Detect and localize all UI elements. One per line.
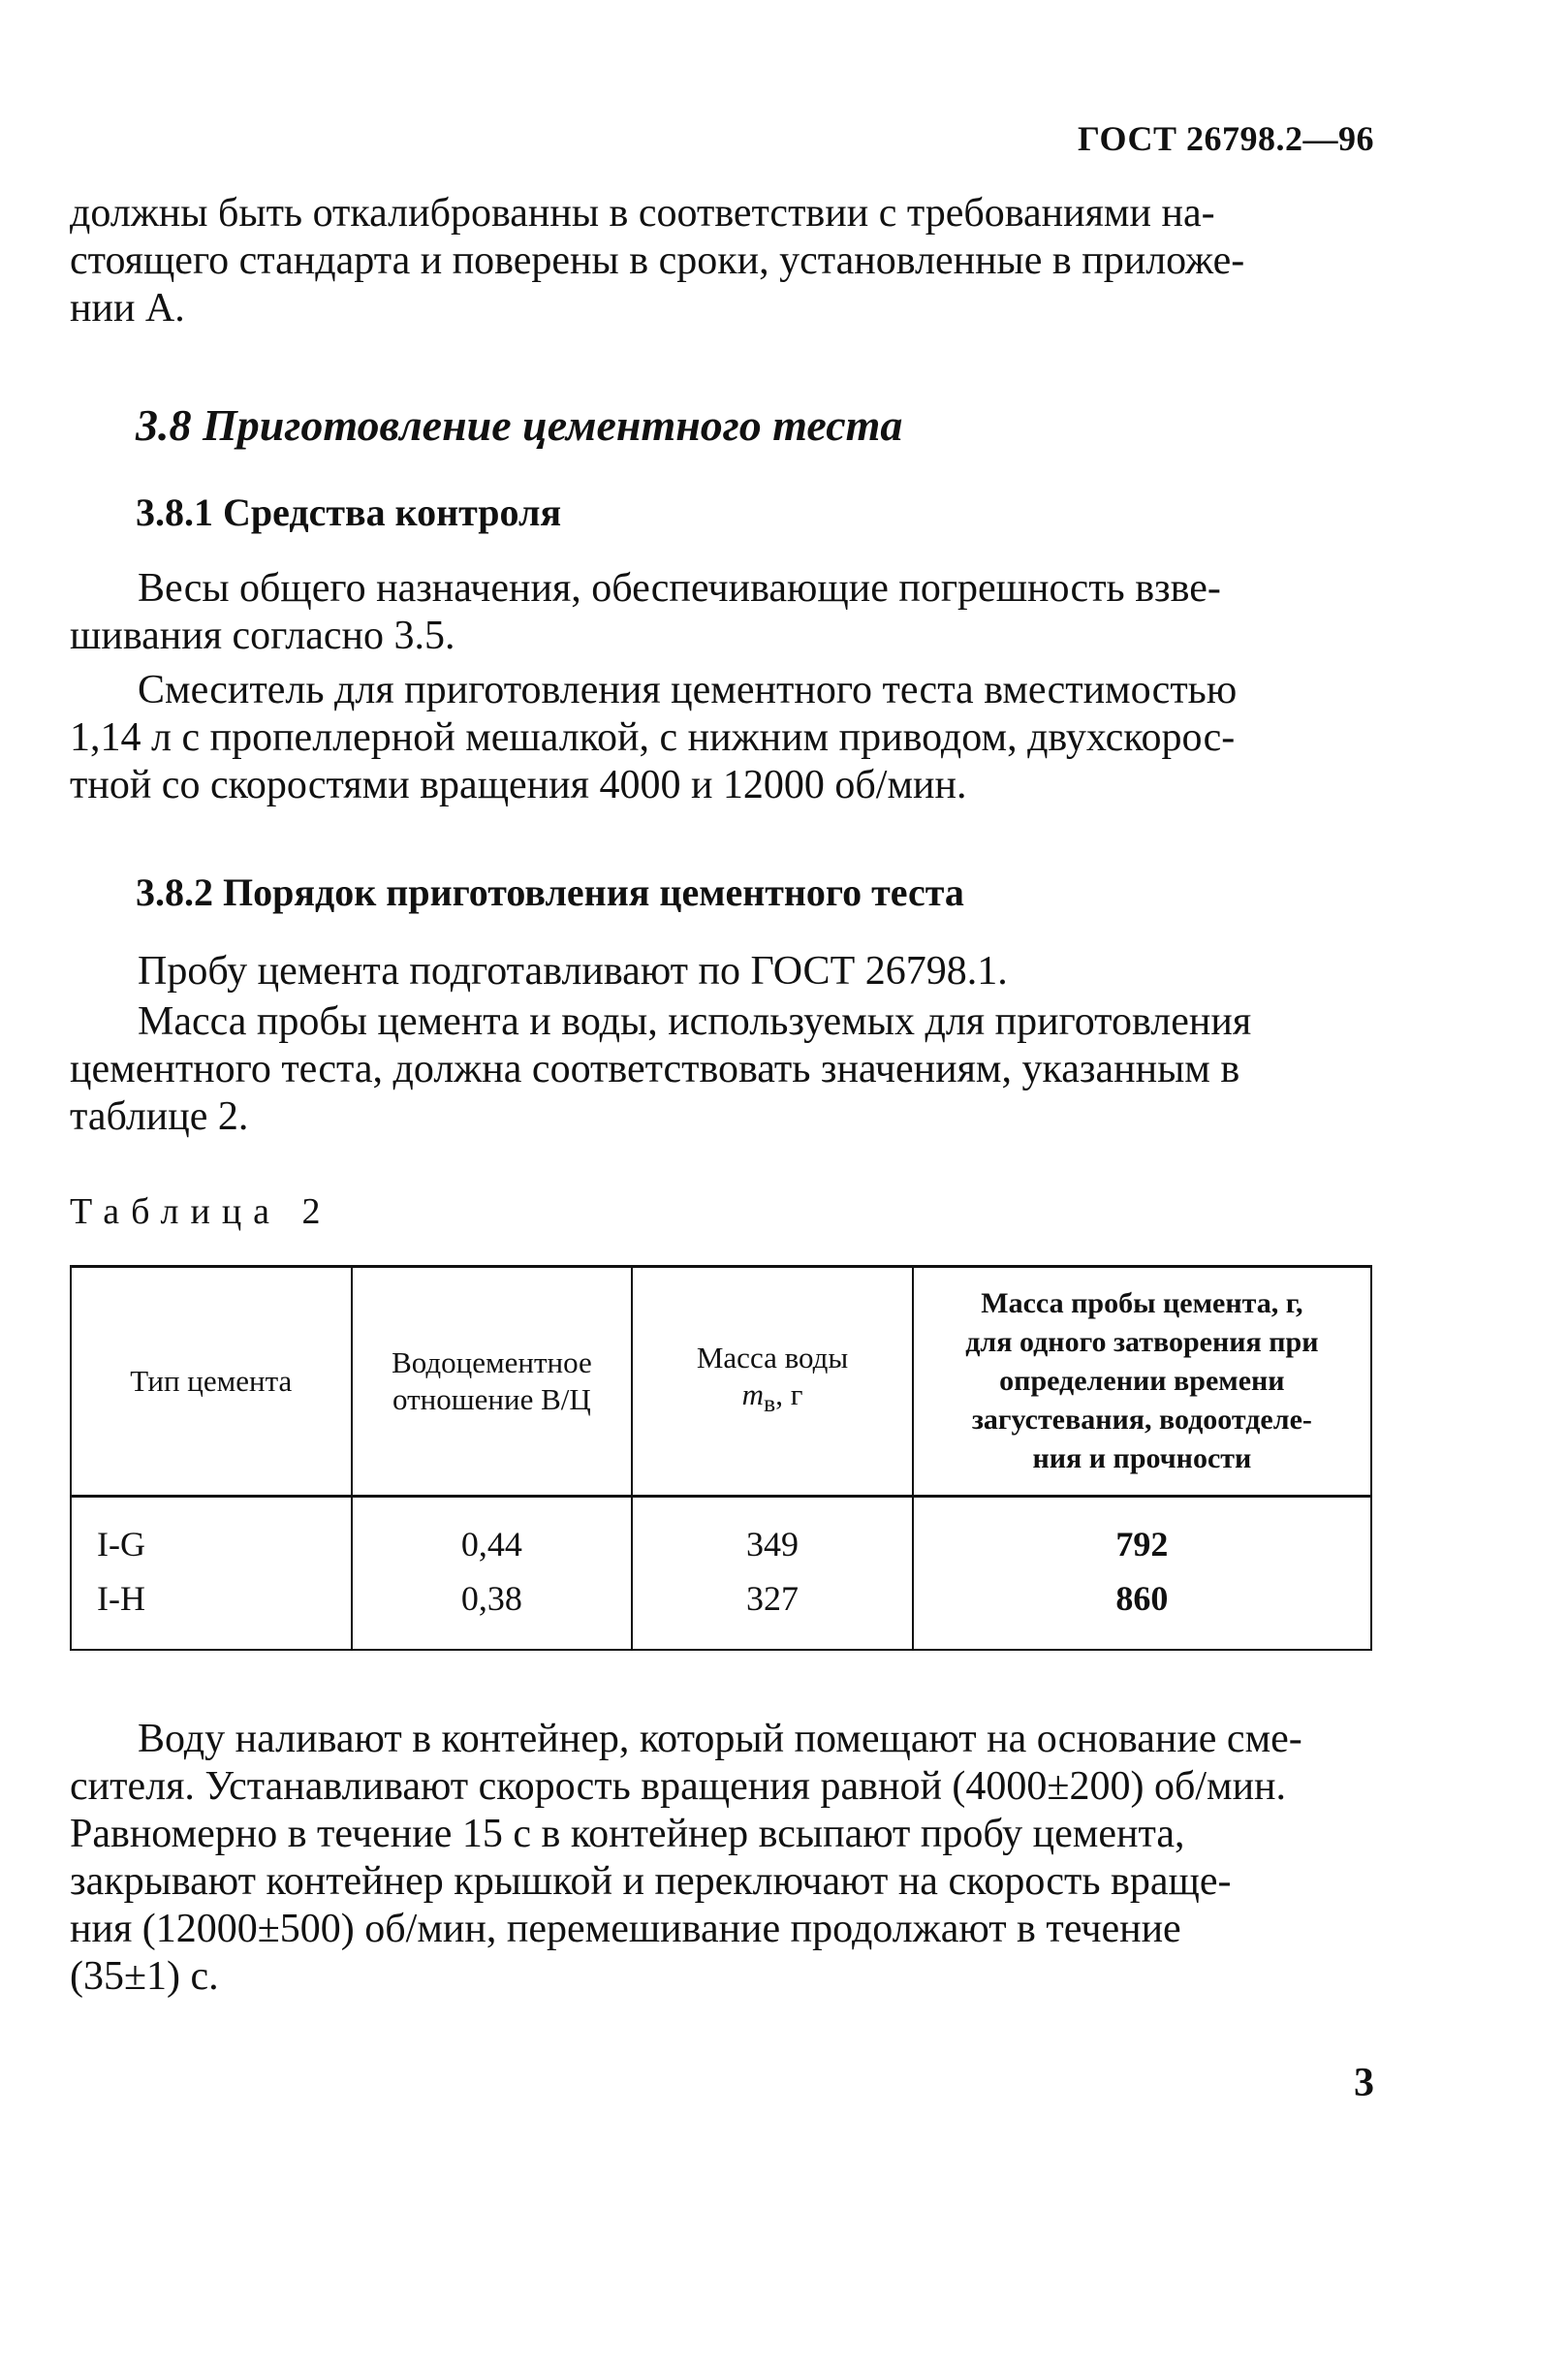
text-line: Весы общего назначения, обеспечивающие погрешность взве- <box>138 566 1221 611</box>
value-type: I-H <box>97 1579 145 1618</box>
text-line: таблице 2. <box>70 1094 249 1139</box>
table-caption: Таблица 2 <box>70 1191 332 1232</box>
header-cement-mass <box>913 1267 1371 1497</box>
cell-ratio <box>352 1497 633 1651</box>
text-line: (35±1) с. <box>70 1954 219 1999</box>
text-line: тной со скоростями вращения 4000 и 12000 об/мин. <box>70 763 967 807</box>
text-line: сителя. Устанавливают скорость вращения равной (4000±200) об/мин. <box>70 1764 1287 1809</box>
value-cement: 860 <box>1115 1579 1169 1618</box>
text-line: Масса пробы цемента и воды, используемых для приготовления <box>138 999 1252 1044</box>
unit-text: , г <box>775 1377 803 1412</box>
value-ratio: 0,44 <box>460 1525 522 1564</box>
header-line: Водоцементное <box>392 1345 592 1379</box>
paragraph-procedure <box>70 1716 1372 2001</box>
text-line: должны быть откалиброванны в соответствии с требованиями на- <box>70 191 1215 236</box>
header-water-mass <box>632 1267 912 1497</box>
section-title: 3.8 Приготовление цементного теста <box>136 400 903 450</box>
subsection-title: 3.8.1 Средства контроля <box>136 490 562 534</box>
intro-paragraph <box>70 190 1372 332</box>
value-water: 327 <box>746 1579 800 1618</box>
paragraph-scales <box>70 565 1372 660</box>
paragraph-mass <box>70 998 1372 1141</box>
text-line: 1,14 л с пропеллерной мешалкой, с нижним приводом, двухскорос- <box>70 715 1236 760</box>
table-header-row <box>71 1267 1371 1497</box>
data-table <box>70 1265 1372 1651</box>
text-line: нии А. <box>70 286 185 331</box>
header-line: для одного затворения при <box>965 1326 1319 1358</box>
header-water-cement-ratio <box>352 1267 633 1497</box>
paragraph-sample: Пробу цемента подготавливают по ГОСТ 26798.1. <box>138 949 1008 994</box>
text-line: Смеситель для приготовления цементного теста вместимостью <box>138 668 1238 712</box>
value-ratio: 0,38 <box>460 1579 522 1618</box>
text-line: Равномерно в течение 15 с в контейнер всыпают пробу цемента, <box>70 1812 1185 1856</box>
paragraph-mixer <box>70 667 1372 809</box>
header-line: Масса воды <box>696 1341 849 1375</box>
cell-cement <box>913 1497 1371 1651</box>
header-line: загустевания, водоотделе- <box>971 1404 1312 1436</box>
subsection-title: 3.8.2 Порядок приготовления цементного теста <box>136 870 964 914</box>
text-line: стоящего стандарта и поверены в сроки, установленные в приложе- <box>70 238 1245 283</box>
value-cement: 792 <box>1115 1525 1169 1564</box>
table-row <box>71 1497 1371 1651</box>
header-line: отношение В/Ц <box>392 1382 591 1416</box>
value-type: I-G <box>97 1525 145 1564</box>
page-header: ГОСТ 26798.2—96 <box>1078 119 1374 158</box>
value-water: 349 <box>746 1525 800 1564</box>
text-line: ния (12000±500) об/мин, перемешивание продолжают в течение <box>70 1907 1181 1951</box>
cell-type <box>71 1497 352 1651</box>
subscript-v: в <box>764 1389 776 1418</box>
text-line: Воду наливают в контейнер, который помещают на основание сме- <box>138 1717 1302 1761</box>
header-line: Масса пробы цемента, г, <box>981 1287 1303 1319</box>
cell-water <box>632 1497 912 1651</box>
header-line: определении времени <box>999 1365 1285 1397</box>
symbol-m: m <box>741 1377 765 1412</box>
text-line: шивания согласно 3.5. <box>70 614 455 658</box>
header-line <box>643 1376 901 1422</box>
text-line: цементного теста, должна соответствовать значениям, указанным в <box>70 1047 1240 1091</box>
text-line: закрывают контейнер крышкой и переключают на скорость враще- <box>70 1859 1232 1904</box>
header-line: ния и прочности <box>1032 1442 1252 1474</box>
header-cement-type: Тип цемента <box>71 1267 352 1497</box>
page-number: 3 <box>1354 2061 1374 2105</box>
